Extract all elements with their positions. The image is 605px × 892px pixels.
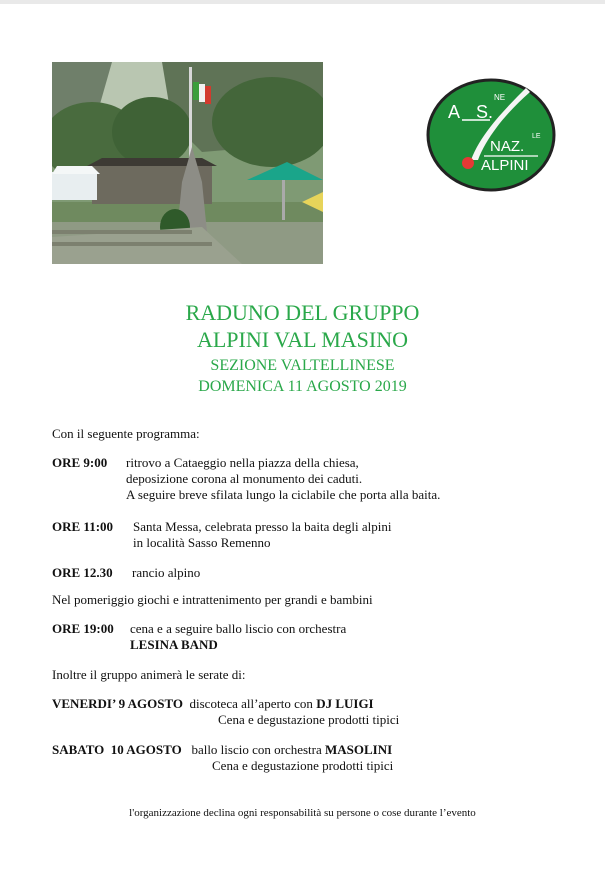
subtitle: SEZIONE VALTELLINESE (210, 357, 395, 374)
friday-dj: DJ LUIGI (316, 696, 374, 711)
friday-line-2: Cena e degustazione prodotti tipici (218, 712, 400, 727)
logo-text-ne: NE (494, 93, 506, 102)
evening-time: ORE 19:00 (52, 621, 114, 636)
program-line: deposizione corona al monumento dei caduti. (126, 471, 363, 486)
logo-text-le: LE (532, 133, 541, 140)
program-line: Santa Messa, celebrata presso la baita degli alpini (133, 519, 392, 534)
evening-line: cena e a seguire ballo liscio con orchestra (130, 621, 347, 636)
logo-text-s: S. (476, 102, 494, 122)
logo-text-a: A (448, 102, 461, 122)
event-date: DOMENICA 11 AGOSTO 2019 (198, 378, 407, 395)
event-photo (52, 62, 323, 264)
saturday-row (52, 742, 392, 758)
afternoon-text: Nel pomeriggio giochi e intrattenimento per grandi e bambini (52, 592, 373, 607)
saturday-line-2: Cena e degustazione prodotti tipici (212, 758, 394, 773)
logo-text-alpini: ALPINI (481, 157, 529, 174)
program-time-1: ORE 9:00 (52, 455, 108, 470)
title-line-1: RADUNO DEL GRUPPO (185, 300, 420, 325)
friday-text: discoteca all’aperto con (189, 696, 313, 711)
program-line: in località Sasso Remenno (133, 535, 271, 550)
logo-text-naz: NAZ. (490, 138, 525, 155)
program-time-3: ORE 12.30 (52, 565, 113, 580)
intro-text: Con il seguente programma: (52, 426, 200, 441)
title-line-2: ALPINI VAL MASINO (196, 327, 409, 352)
top-bar (0, 0, 605, 4)
friday-day: VENERDI’ 9 AGOSTO (52, 696, 183, 711)
saturday-day: SABATO 10 AGOSTO (52, 742, 182, 757)
also-text: Inoltre il gruppo animerà le serate di: (52, 667, 246, 682)
program-line: ritrovo a Cataeggio nella piazza della chiesa, (126, 455, 359, 470)
evening-band: LESINA BAND (130, 637, 218, 652)
saturday-text: ballo liscio con orchestra (191, 742, 322, 757)
disclaimer: l'organizzazione declina ogni responsabilità su persone o cose durante l’evento (129, 807, 476, 819)
program-line: A seguire breve sfilata lungo la ciclabile che porta alla baita. (126, 487, 441, 502)
friday-row (52, 696, 374, 712)
saturday-band: MASOLINI (325, 742, 393, 757)
ana-logo (426, 78, 556, 193)
program-time-2: ORE 11:00 (52, 519, 114, 534)
program-line: rancio alpino (132, 565, 201, 580)
